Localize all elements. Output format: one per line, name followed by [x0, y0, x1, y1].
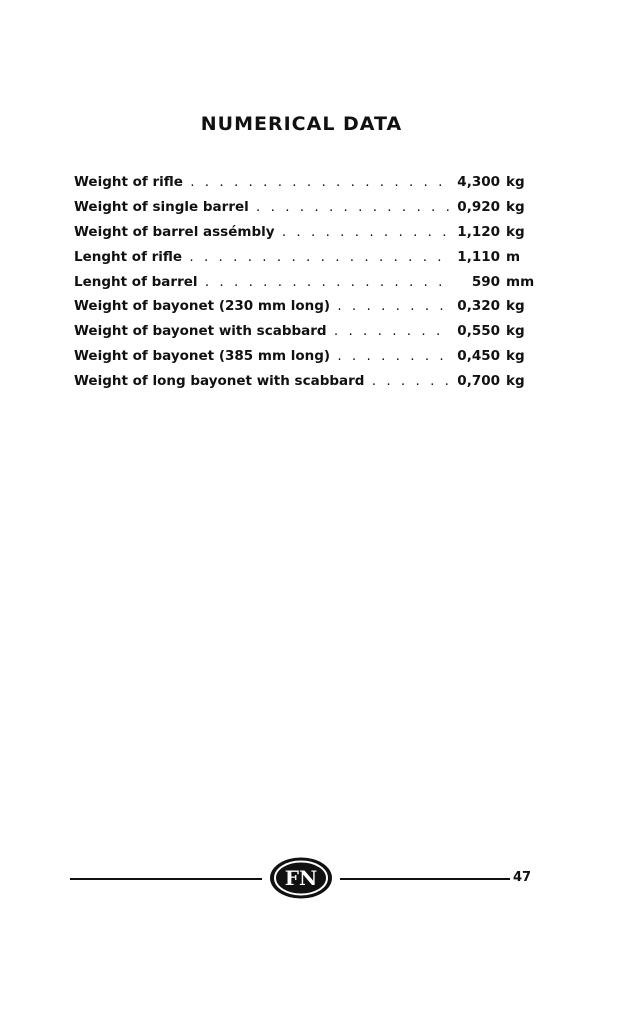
fn-logo	[268, 856, 334, 900]
row-unit: m	[506, 248, 521, 265]
row-label: Lenght of rifle . . .	[74, 249, 452, 265]
row-value: 1,110	[457, 248, 500, 265]
row-label: Weight of long bayonet with scabbard . . .	[74, 373, 452, 389]
data-row-barrel-assembly-weight	[74, 220, 534, 245]
data-row-bayonet-230-weight	[74, 294, 534, 319]
row-label: Weight of single barrel . . .	[74, 199, 452, 215]
data-row-barrel-length	[74, 269, 534, 294]
logo-text: FN	[284, 866, 318, 890]
row-unit: kg	[506, 199, 525, 216]
data-row-long-bayonet-scabbard-weight	[74, 368, 534, 393]
row-value: 0,700	[457, 372, 500, 389]
row-label: Lenght of barrel . . .	[74, 274, 452, 290]
row-label: Weight of barrel assémbly . . .	[74, 224, 452, 240]
data-row-single-barrel-weight	[74, 195, 534, 220]
row-value: 0,450	[457, 347, 500, 364]
row-value: 0,320	[457, 298, 500, 315]
page-title: NUMERICAL DATA	[200, 113, 403, 135]
row-unit: kg	[506, 298, 525, 315]
row-unit: kg	[506, 372, 525, 389]
row-label: Weight of bayonet with scabbard . . .	[74, 323, 452, 339]
row-value: 4,300	[457, 174, 500, 191]
data-row-rifle-weight	[74, 170, 534, 195]
footer-rule-right	[340, 878, 510, 880]
row-value: 0,920	[457, 199, 500, 216]
page-number: 47	[513, 870, 532, 885]
row-label: Weight of bayonet (385 mm long) . . .	[74, 348, 452, 364]
data-row-bayonet-385-weight	[74, 344, 534, 369]
numerical-data-table	[74, 170, 534, 393]
row-unit: kg	[506, 174, 525, 191]
row-unit: mm	[506, 273, 535, 290]
row-unit: kg	[506, 223, 525, 240]
page-footer	[70, 856, 530, 900]
row-unit: kg	[506, 347, 525, 364]
data-row-bayonet-scabbard-weight	[74, 319, 534, 344]
row-unit: kg	[506, 323, 525, 340]
row-label: Weight of rifle . . .	[74, 174, 452, 190]
row-value: 1,120	[457, 223, 500, 240]
row-value: 0,550	[457, 323, 500, 340]
footer-rule-left	[70, 878, 262, 880]
row-label: Weight of bayonet (230 mm long) . . .	[74, 298, 452, 314]
data-row-rifle-length	[74, 244, 534, 269]
row-value: 590	[471, 273, 500, 290]
